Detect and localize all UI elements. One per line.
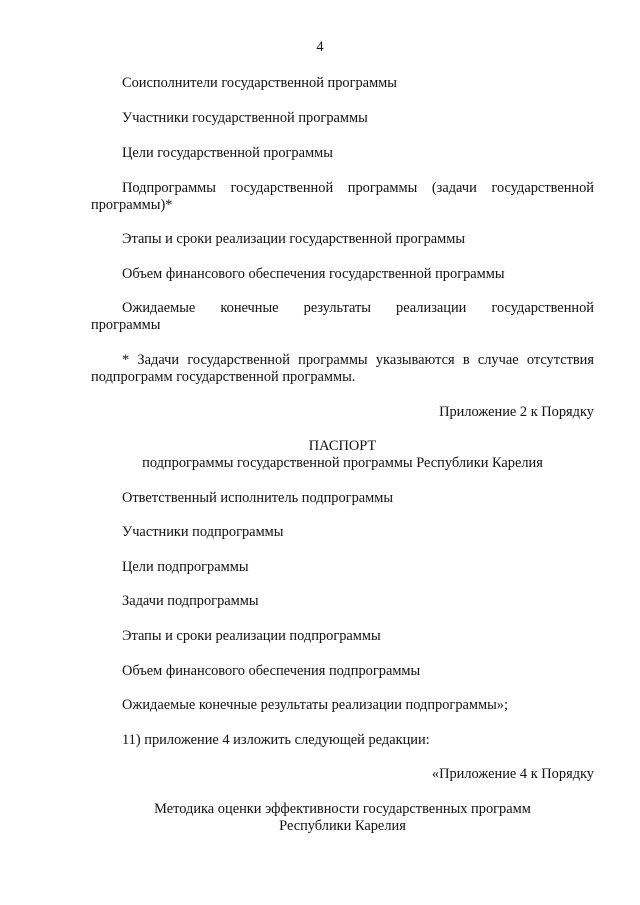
methodology-title-line-1: Методика оценки эффективности государственных программ [154,801,531,817]
subprograms-line-1: Подпрограммы государственной программы (задачи государственной [122,180,594,196]
footnote-line-1: * Задачи государственной программы указываются в случае отсутствия [122,352,594,368]
finance-line: Объем финансового обеспечения государственной программы [122,266,505,282]
page-number: 4 [316,39,324,55]
stages-line: Этапы и сроки реализации государственной программы [122,231,466,247]
subprogram-goals-line: Цели подпрограммы [122,559,249,575]
appendix-4-label: «Приложение 4 к Порядку [431,766,594,782]
subprograms-line-2: программы)* [91,197,173,213]
goals-line: Цели государственной программы [122,145,333,161]
subprogram-stages-line: Этапы и сроки реализации подпрограммы [122,628,381,644]
methodology-title-line-2: Республики Карелия [279,818,406,834]
appendix-2-label: Приложение 2 к Порядку [439,404,594,420]
passport-subtitle: подпрограммы государственной программы Республики Карелия [142,455,543,471]
footnote-line-2: подпрограмм государственной программы. [91,369,356,385]
subprogram-tasks-line: Задачи подпрограммы [122,593,259,609]
results-line-1: Ожидаемые конечные результаты реализации государственной [122,300,594,316]
coexecutors-line: Соисполнители государственной программы [122,75,397,91]
passport-title: ПАСПОРТ [308,438,377,454]
subprogram-finance-line: Объем финансового обеспечения подпрограммы [122,663,421,679]
responsible-executor-line: Ответственный исполнитель подпрограммы [122,490,394,506]
participants-line: Участники государственной программы [122,110,368,126]
subprogram-results-line: Ожидаемые конечные результаты реализации подпрограммы»; [122,697,508,713]
amendment-line: 11) приложение 4 изложить следующей редакции: [122,732,430,748]
results-line-2: программы [91,317,161,333]
subprogram-participants-line: Участники подпрограммы [122,524,284,540]
